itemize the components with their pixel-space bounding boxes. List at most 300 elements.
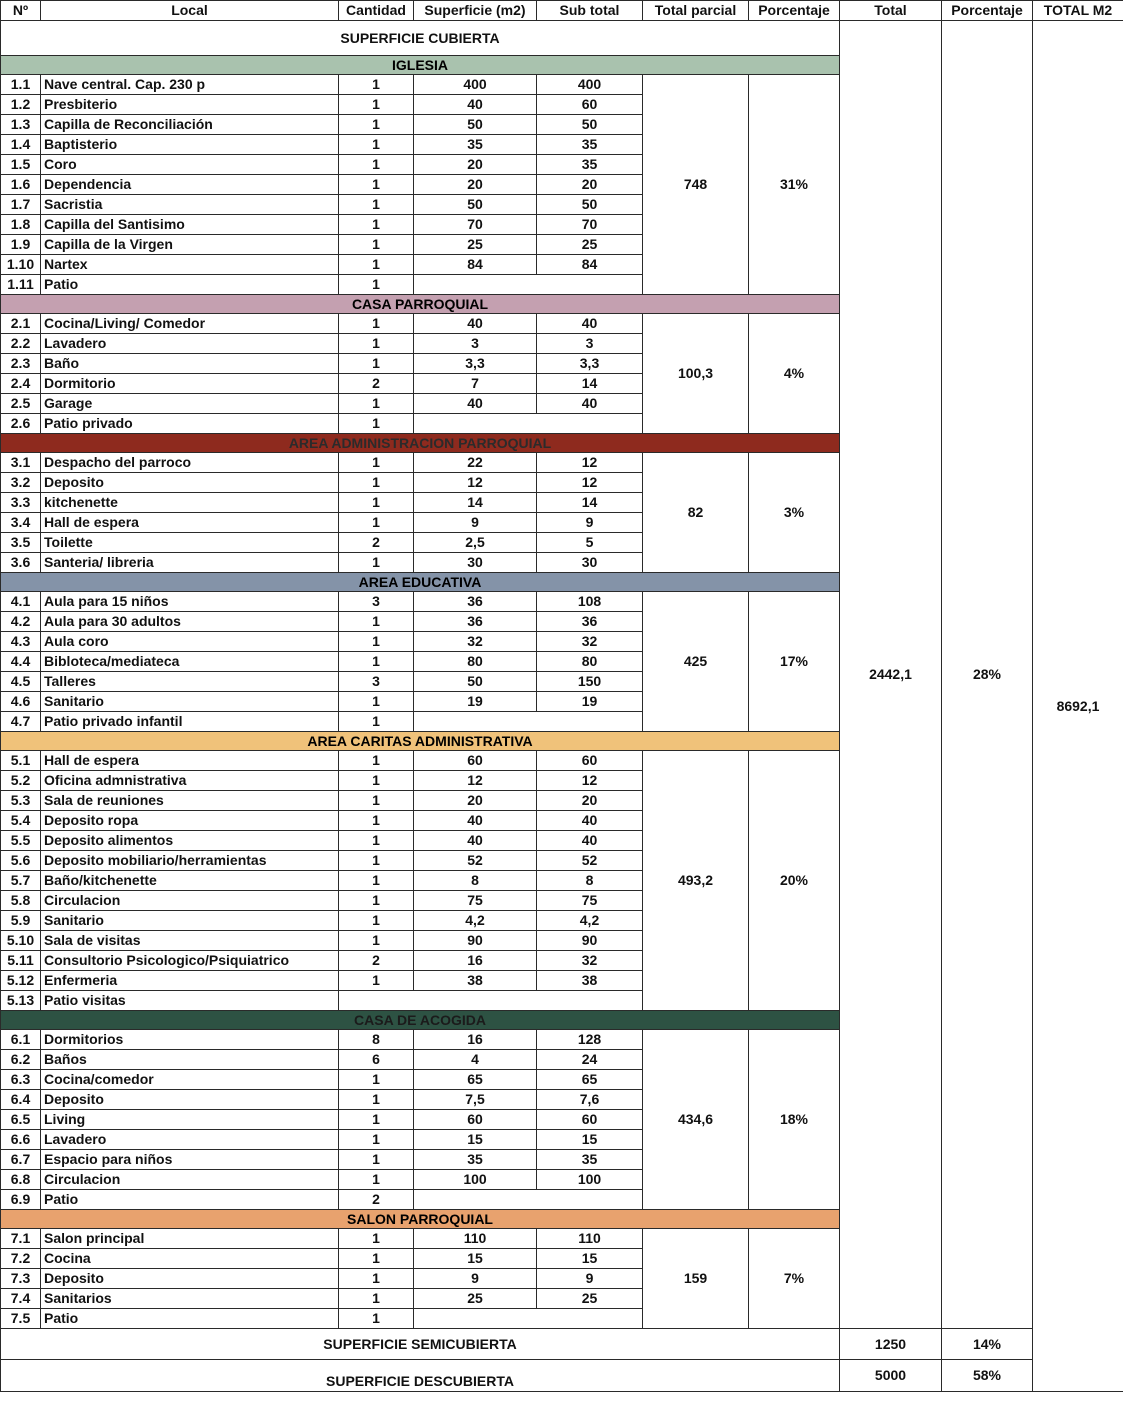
row-subtotal: 108 xyxy=(537,592,643,612)
row-number: 4.2 xyxy=(1,612,41,632)
row-local: Espacio para niños xyxy=(41,1150,339,1170)
row-superficie: 9 xyxy=(414,513,537,533)
section-total-parcial: 748 xyxy=(643,75,749,295)
row-superficie: 90 xyxy=(414,931,537,951)
row-cantidad: 1 xyxy=(339,1289,414,1309)
row-local: Patio xyxy=(41,275,339,295)
row-superficie: 35 xyxy=(414,135,537,155)
row-cantidad: 1 xyxy=(339,453,414,473)
row-number: 5.9 xyxy=(1,911,41,931)
row-local: Enfermeria xyxy=(41,971,339,991)
row-number: 2.4 xyxy=(1,374,41,394)
row-number: 1.3 xyxy=(1,115,41,135)
row-cantidad: 1 xyxy=(339,195,414,215)
section-total-parcial: 159 xyxy=(643,1229,749,1329)
row-local: Consultorio Psicologico/Psiquiatrico xyxy=(41,951,339,971)
row-superficie: 400 xyxy=(414,75,537,95)
row-cantidad: 1 xyxy=(339,1249,414,1269)
row-cantidad: 1 xyxy=(339,553,414,573)
row-subtotal: 38 xyxy=(537,971,643,991)
row-cantidad: 1 xyxy=(339,1110,414,1130)
row-subtotal: 75 xyxy=(537,891,643,911)
row-subtotal: 70 xyxy=(537,215,643,235)
row-superficie: 38 xyxy=(414,971,537,991)
row-subtotal: 65 xyxy=(537,1070,643,1090)
row-cantidad: 1 xyxy=(339,155,414,175)
row-number: 5.13 xyxy=(1,991,41,1011)
row-number: 3.6 xyxy=(1,553,41,573)
row-local: Aula para 15 niños xyxy=(41,592,339,612)
row-number: 3.4 xyxy=(1,513,41,533)
row-subtotal: 150 xyxy=(537,672,643,692)
row-local: Cocina/comedor xyxy=(41,1070,339,1090)
section-total-parcial: 82 xyxy=(643,453,749,573)
row-local: Patio xyxy=(41,1190,339,1210)
row-superficie: 15 xyxy=(414,1130,537,1150)
row-cantidad: 1 xyxy=(339,1309,414,1329)
row-local: Bibloteca/mediateca xyxy=(41,652,339,672)
descubierta-label: SUPERFICIE DESCUBIERTA xyxy=(1,1360,840,1392)
row-local: Dormitorios xyxy=(41,1030,339,1050)
header-subtotal: Sub total xyxy=(537,1,643,21)
row-superficie: 110 xyxy=(414,1229,537,1249)
row-cantidad: 1 xyxy=(339,1070,414,1090)
row-local: Hall de espera xyxy=(41,513,339,533)
row-subtotal: 12 xyxy=(537,473,643,493)
row-local: Cocina xyxy=(41,1249,339,1269)
row-subtotal: 25 xyxy=(537,1289,643,1309)
row-subtotal: 84 xyxy=(537,255,643,275)
row-subtotal: 35 xyxy=(537,135,643,155)
row-subtotal: 25 xyxy=(537,235,643,255)
row-superficie: 32 xyxy=(414,632,537,652)
row-local: Lavadero xyxy=(41,334,339,354)
row-number: 5.6 xyxy=(1,851,41,871)
row-subtotal: 3,3 xyxy=(537,354,643,374)
row-cantidad: 1 xyxy=(339,275,414,295)
row-cantidad: 1 xyxy=(339,75,414,95)
row-subtotal: 14 xyxy=(537,493,643,513)
row-local: Baptisterio xyxy=(41,135,339,155)
row-number: 5.2 xyxy=(1,771,41,791)
row-number: 7.2 xyxy=(1,1249,41,1269)
row-number: 6.5 xyxy=(1,1110,41,1130)
row-local: Patio visitas xyxy=(41,991,339,1011)
header-local: Local xyxy=(41,1,339,21)
row-number: 5.11 xyxy=(1,951,41,971)
row-number: 1.1 xyxy=(1,75,41,95)
row-cantidad: 1 xyxy=(339,394,414,414)
row-superficie: 4 xyxy=(414,1050,537,1070)
row-cantidad: 1 xyxy=(339,1150,414,1170)
row-superficie: 75 xyxy=(414,891,537,911)
row-cantidad: 8 xyxy=(339,1030,414,1050)
header-superficie: Superficie (m2) xyxy=(414,1,537,21)
row-number: 4.3 xyxy=(1,632,41,652)
row-local: Presbiterio xyxy=(41,95,339,115)
row-local: Capilla del Santisimo xyxy=(41,215,339,235)
row-superficie: 25 xyxy=(414,1289,537,1309)
row-local: Sanitario xyxy=(41,692,339,712)
header-row xyxy=(1,1,1123,21)
row-number: 6.6 xyxy=(1,1130,41,1150)
row-superficie: 40 xyxy=(414,314,537,334)
row-subtotal: 12 xyxy=(537,453,643,473)
row-number: 6.7 xyxy=(1,1150,41,1170)
row-number: 1.11 xyxy=(1,275,41,295)
row-superficie: 20 xyxy=(414,155,537,175)
row-empty xyxy=(414,414,643,434)
row-cantidad: 1 xyxy=(339,1130,414,1150)
row-number: 6.2 xyxy=(1,1050,41,1070)
row-local: Salon principal xyxy=(41,1229,339,1249)
row-superficie: 8 xyxy=(414,871,537,891)
row-superficie: 80 xyxy=(414,652,537,672)
section-title: AREA EDUCATIVA xyxy=(1,573,840,592)
row-empty xyxy=(414,712,643,732)
row-local: Dormitorio xyxy=(41,374,339,394)
row-superficie: 50 xyxy=(414,115,537,135)
row-number: 1.6 xyxy=(1,175,41,195)
semicubierta-percentage: 14% xyxy=(942,1329,1033,1360)
row-local: kitchenette xyxy=(41,493,339,513)
row-local: Nartex xyxy=(41,255,339,275)
row-cantidad: 1 xyxy=(339,712,414,732)
row-superficie: 52 xyxy=(414,851,537,871)
row-cantidad: 1 xyxy=(339,871,414,891)
row-subtotal: 40 xyxy=(537,394,643,414)
row-subtotal: 90 xyxy=(537,931,643,951)
section-percentage: 20% xyxy=(749,751,840,1011)
row-subtotal: 40 xyxy=(537,314,643,334)
row-number: 1.4 xyxy=(1,135,41,155)
row-local: Capilla de la Virgen xyxy=(41,235,339,255)
cubierta-percentage: 28% xyxy=(942,21,1033,1329)
section-title: IGLESIA xyxy=(1,56,840,75)
descubierta-row xyxy=(1,1360,1123,1392)
row-number: 4.5 xyxy=(1,672,41,692)
row-subtotal: 15 xyxy=(537,1249,643,1269)
row-number: 6.9 xyxy=(1,1190,41,1210)
row-local: Sanitario xyxy=(41,911,339,931)
row-local: Coro xyxy=(41,155,339,175)
header-total-m2: TOTAL M2 xyxy=(1033,1,1123,21)
row-number: 4.6 xyxy=(1,692,41,712)
row-cantidad: 2 xyxy=(339,1190,414,1210)
row-superficie: 35 xyxy=(414,1150,537,1170)
row-superficie: 84 xyxy=(414,255,537,275)
row-cantidad: 1 xyxy=(339,175,414,195)
row-subtotal: 100 xyxy=(537,1170,643,1190)
row-empty xyxy=(339,991,643,1011)
row-cantidad: 1 xyxy=(339,473,414,493)
row-superficie: 25 xyxy=(414,235,537,255)
row-superficie: 36 xyxy=(414,612,537,632)
row-cantidad: 1 xyxy=(339,931,414,951)
row-superficie: 70 xyxy=(414,215,537,235)
section-title: CASA DE ACOGIDA xyxy=(1,1011,840,1030)
row-superficie: 19 xyxy=(414,692,537,712)
row-superficie: 15 xyxy=(414,1249,537,1269)
section-percentage: 31% xyxy=(749,75,840,295)
row-cantidad: 1 xyxy=(339,652,414,672)
cubierta-total: 2442,1 xyxy=(840,21,942,1329)
row-cantidad: 1 xyxy=(339,235,414,255)
row-cantidad: 2 xyxy=(339,533,414,553)
section-percentage: 3% xyxy=(749,453,840,573)
row-subtotal: 40 xyxy=(537,831,643,851)
row-number: 3.3 xyxy=(1,493,41,513)
section-total-parcial: 100,3 xyxy=(643,314,749,434)
header-porcentaje: Porcentaje xyxy=(749,1,840,21)
row-subtotal: 110 xyxy=(537,1229,643,1249)
row-cantidad: 1 xyxy=(339,811,414,831)
row-cantidad: 1 xyxy=(339,751,414,771)
row-local: Garage xyxy=(41,394,339,414)
row-number: 5.8 xyxy=(1,891,41,911)
row-superficie: 16 xyxy=(414,951,537,971)
row-cantidad: 1 xyxy=(339,1269,414,1289)
header-total: Total xyxy=(840,1,942,21)
row-cantidad: 1 xyxy=(339,851,414,871)
row-cantidad: 1 xyxy=(339,255,414,275)
header-cantidad: Cantidad xyxy=(339,1,414,21)
row-cantidad: 3 xyxy=(339,592,414,612)
descubierta-percentage: 58% xyxy=(942,1360,1033,1392)
row-number: 7.5 xyxy=(1,1309,41,1329)
row-local: Deposito mobiliario/herramientas xyxy=(41,851,339,871)
row-superficie: 9 xyxy=(414,1269,537,1289)
row-subtotal: 30 xyxy=(537,553,643,573)
row-number: 6.4 xyxy=(1,1090,41,1110)
row-superficie: 20 xyxy=(414,791,537,811)
row-cantidad: 1 xyxy=(339,692,414,712)
row-superficie: 7,5 xyxy=(414,1090,537,1110)
row-subtotal: 3 xyxy=(537,334,643,354)
row-number: 1.9 xyxy=(1,235,41,255)
section-title: SALON PARROQUIAL xyxy=(1,1210,840,1229)
row-number: 2.5 xyxy=(1,394,41,414)
row-number: 5.1 xyxy=(1,751,41,771)
row-superficie: 60 xyxy=(414,1110,537,1130)
row-number: 5.3 xyxy=(1,791,41,811)
row-subtotal: 128 xyxy=(537,1030,643,1050)
row-cantidad: 1 xyxy=(339,632,414,652)
cubierta-row xyxy=(1,21,1123,56)
semicubierta-label: SUPERFICIE SEMICUBIERTA xyxy=(1,1329,840,1360)
row-number: 2.2 xyxy=(1,334,41,354)
row-local: Lavadero xyxy=(41,1130,339,1150)
row-cantidad: 1 xyxy=(339,612,414,632)
row-local: Aula coro xyxy=(41,632,339,652)
section-percentage: 17% xyxy=(749,592,840,732)
row-superficie: 3,3 xyxy=(414,354,537,374)
row-number: 1.2 xyxy=(1,95,41,115)
row-cantidad: 1 xyxy=(339,791,414,811)
row-number: 6.3 xyxy=(1,1070,41,1090)
total-m2-value: 8692,1 xyxy=(1033,21,1123,1392)
row-local: Deposito xyxy=(41,473,339,493)
row-empty xyxy=(414,275,643,295)
section-percentage: 18% xyxy=(749,1030,840,1210)
row-local: Oficina admnistrativa xyxy=(41,771,339,791)
row-cantidad: 1 xyxy=(339,135,414,155)
row-cantidad: 1 xyxy=(339,493,414,513)
row-cantidad: 1 xyxy=(339,513,414,533)
row-subtotal: 40 xyxy=(537,811,643,831)
row-number: 7.3 xyxy=(1,1269,41,1289)
row-subtotal: 12 xyxy=(537,771,643,791)
row-local: Nave central. Cap. 230 p xyxy=(41,75,339,95)
row-cantidad: 1 xyxy=(339,831,414,851)
row-number: 1.7 xyxy=(1,195,41,215)
row-local: Baño xyxy=(41,354,339,374)
row-number: 7.1 xyxy=(1,1229,41,1249)
section-percentage: 4% xyxy=(749,314,840,434)
row-cantidad: 1 xyxy=(339,95,414,115)
row-subtotal: 60 xyxy=(537,95,643,115)
row-cantidad: 2 xyxy=(339,951,414,971)
row-local: Sacristia xyxy=(41,195,339,215)
row-superficie: 12 xyxy=(414,473,537,493)
row-local: Talleres xyxy=(41,672,339,692)
row-local: Deposito alimentos xyxy=(41,831,339,851)
row-cantidad: 3 xyxy=(339,672,414,692)
row-subtotal: 36 xyxy=(537,612,643,632)
row-cantidad: 6 xyxy=(339,1050,414,1070)
row-cantidad: 1 xyxy=(339,1090,414,1110)
row-cantidad: 1 xyxy=(339,334,414,354)
row-local: Patio privado xyxy=(41,414,339,434)
row-superficie: 60 xyxy=(414,751,537,771)
row-superficie: 40 xyxy=(414,95,537,115)
header-total-parcial: Total parcial xyxy=(643,1,749,21)
row-local: Deposito xyxy=(41,1269,339,1289)
row-subtotal: 15 xyxy=(537,1130,643,1150)
row-cantidad: 1 xyxy=(339,1229,414,1249)
header-num: Nº xyxy=(1,1,41,21)
row-superficie: 14 xyxy=(414,493,537,513)
row-local: Deposito xyxy=(41,1090,339,1110)
row-local: Baño/kitchenette xyxy=(41,871,339,891)
row-superficie: 36 xyxy=(414,592,537,612)
row-subtotal: 5 xyxy=(537,533,643,553)
row-subtotal: 20 xyxy=(537,791,643,811)
semicubierta-total: 1250 xyxy=(840,1329,942,1360)
section-title: AREA CARITAS ADMINISTRATIVA xyxy=(1,732,840,751)
row-subtotal: 50 xyxy=(537,115,643,135)
row-superficie: 40 xyxy=(414,394,537,414)
row-subtotal: 9 xyxy=(537,1269,643,1289)
row-cantidad: 1 xyxy=(339,771,414,791)
row-superficie: 16 xyxy=(414,1030,537,1050)
row-local: Living xyxy=(41,1110,339,1130)
row-subtotal: 9 xyxy=(537,513,643,533)
row-superficie: 22 xyxy=(414,453,537,473)
row-subtotal: 8 xyxy=(537,871,643,891)
row-local: Capilla de Reconciliación xyxy=(41,115,339,135)
row-number: 2.6 xyxy=(1,414,41,434)
row-local: Deposito ropa xyxy=(41,811,339,831)
row-number: 3.2 xyxy=(1,473,41,493)
row-subtotal: 24 xyxy=(537,1050,643,1070)
row-local: Baños xyxy=(41,1050,339,1070)
row-subtotal: 400 xyxy=(537,75,643,95)
row-superficie: 100 xyxy=(414,1170,537,1190)
section-total-parcial: 434,6 xyxy=(643,1030,749,1210)
row-local: Hall de espera xyxy=(41,751,339,771)
row-cantidad: 1 xyxy=(339,891,414,911)
row-number: 6.8 xyxy=(1,1170,41,1190)
row-number: 2.1 xyxy=(1,314,41,334)
row-local: Aula para 30 adultos xyxy=(41,612,339,632)
row-cantidad: 1 xyxy=(339,414,414,434)
section-title: CASA PARROQUIAL xyxy=(1,295,840,314)
row-cantidad: 1 xyxy=(339,1170,414,1190)
row-number: 1.5 xyxy=(1,155,41,175)
row-local: Circulacion xyxy=(41,891,339,911)
row-number: 1.10 xyxy=(1,255,41,275)
row-number: 2.3 xyxy=(1,354,41,374)
row-subtotal: 35 xyxy=(537,155,643,175)
row-number: 3.5 xyxy=(1,533,41,553)
row-subtotal: 7,6 xyxy=(537,1090,643,1110)
row-subtotal: 52 xyxy=(537,851,643,871)
row-superficie: 40 xyxy=(414,831,537,851)
row-number: 5.10 xyxy=(1,931,41,951)
row-local: Sala de visitas xyxy=(41,931,339,951)
row-local: Sanitarios xyxy=(41,1289,339,1309)
row-local: Despacho del parroco xyxy=(41,453,339,473)
row-cantidad: 1 xyxy=(339,215,414,235)
row-number: 4.1 xyxy=(1,592,41,612)
row-superficie: 4,2 xyxy=(414,911,537,931)
row-local: Toilette xyxy=(41,533,339,553)
header-porcentaje-total: Porcentaje xyxy=(942,1,1033,21)
row-subtotal: 4,2 xyxy=(537,911,643,931)
row-superficie: 50 xyxy=(414,672,537,692)
row-local: Sala de reuniones xyxy=(41,791,339,811)
row-subtotal: 14 xyxy=(537,374,643,394)
row-number: 4.4 xyxy=(1,652,41,672)
row-superficie: 30 xyxy=(414,553,537,573)
row-subtotal: 60 xyxy=(537,751,643,771)
row-subtotal: 35 xyxy=(537,1150,643,1170)
row-subtotal: 80 xyxy=(537,652,643,672)
section-total-parcial: 493,2 xyxy=(643,751,749,1011)
row-number: 5.12 xyxy=(1,971,41,991)
row-number: 5.5 xyxy=(1,831,41,851)
row-number: 6.1 xyxy=(1,1030,41,1050)
row-cantidad: 1 xyxy=(339,911,414,931)
row-cantidad: 1 xyxy=(339,971,414,991)
section-percentage: 7% xyxy=(749,1229,840,1329)
row-number: 5.4 xyxy=(1,811,41,831)
row-subtotal: 50 xyxy=(537,195,643,215)
row-local: Patio privado infantil xyxy=(41,712,339,732)
row-local: Santeria/ libreria xyxy=(41,553,339,573)
row-subtotal: 19 xyxy=(537,692,643,712)
row-number: 4.7 xyxy=(1,712,41,732)
row-superficie: 12 xyxy=(414,771,537,791)
row-superficie: 20 xyxy=(414,175,537,195)
row-superficie: 65 xyxy=(414,1070,537,1090)
row-subtotal: 20 xyxy=(537,175,643,195)
row-superficie: 40 xyxy=(414,811,537,831)
row-number: 5.7 xyxy=(1,871,41,891)
row-cantidad: 1 xyxy=(339,354,414,374)
row-cantidad: 1 xyxy=(339,314,414,334)
